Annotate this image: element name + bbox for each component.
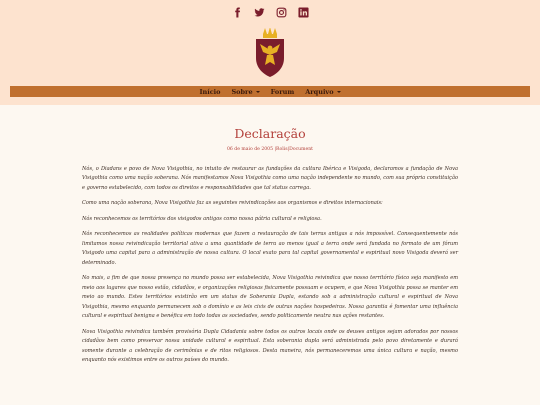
meta-separator: | — [287, 147, 290, 152]
author-link[interactable]: Rolis — [276, 147, 288, 152]
paragraph: Nós reconhecemos as realidades políticas modernas que fazem a restauração de tais terras antigas a nós impossível. Consequentemente nós limitamos nossa reivindicação territorial ativa a uma quantidade de terra ao menos igual a terra onde será fundada no formato de um fórum Visigodo uma capital para a administração de nossa cultura. O local exato para tal capital governamental e espiritual novo Visigoda deverá ser determinado. — [82, 231, 458, 266]
crest-logo[interactable] — [254, 28, 286, 78]
linkedin-icon[interactable] — [298, 7, 309, 18]
main-navbar — [10, 86, 530, 97]
meta-separator: | — [274, 147, 277, 152]
article-meta — [82, 147, 458, 153]
paragraph: No mais, a fim de que nossa presença no mundo possa ser estabelecida, Nova Visigothia reivindica que nosso território físico seja manifesto em meio aos lugares que nosso estão, cidadãos, e organizações religiosas fisicamente possuam e ocupem, e que Nova Visigothia possa se manter em meio ao mundo. Estes territórios existirão em um status de Soberania Dupla, estando sob a administração cultural e espiritual de Nova Visigothia, mesmo enquanto permanecem sob o domínio e as leis civis de outras nações hospedeiras. Nossa garantia é fomentar uma influência cultural e espiritual benigna e benéfica em todo todas as sociedades, sendo politicamente neutra nas ações restantes. — [82, 275, 458, 320]
nav-arquivo-label: Arquivo — [305, 87, 334, 96]
chevron-down-icon — [337, 91, 341, 93]
site-header — [0, 0, 540, 105]
article — [82, 120, 458, 372]
article-body — [82, 165, 458, 366]
page-title: Declaração — [234, 126, 306, 141]
article-date: 06 de maio de 2005 — [226, 147, 274, 152]
paragraph: Nós reconhecemos os territórios dos visigodos antigos como nossa pátria cultural e religiosa. — [82, 215, 322, 222]
nav-forum[interactable]: Forum — [270, 87, 295, 96]
instagram-icon[interactable] — [276, 7, 287, 18]
paragraph: Como uma nação soberana, Nova Visigothia faz as seguintes reivindicações aos organismos e direitos internacionais: — [82, 200, 383, 207]
twitter-icon[interactable] — [254, 7, 265, 18]
chevron-down-icon — [256, 91, 260, 93]
paragraph: Nós, o Diadans e povo de Nova Visigothia, no intuito de restaurar as fundações da cultura Ibérica e Visigoda, declaramos a fundação de Nova Visigothia como uma nação soberana. Nós manifestamos Nova Visigothia como uma nação independente no mundo, com sua própria constituição e governo estabelecido, com todos os direitos e responsabilidades que tal status carrega. — [82, 165, 458, 191]
facebook-icon[interactable] — [232, 7, 243, 18]
nav-arquivo-dropdown[interactable] — [305, 88, 340, 96]
paragraph: Nova Visigothia reivindica também provisória Dupla Cidadania sobre todos os outros locais onde os deuses antigos sejam adorados por nossos cidadãos bem como preservar nossa unidade cultural e espiritual. Esta soberania dupla será administrada pelo povo diretamente e durará somente durante a celebração de cerimônias e de ritos religiosos. Desta maneira, nós permaneceremos uma única cultura e nação, mesmo enquanto nós existimos entre os outros países do mundo. — [82, 328, 458, 364]
social-links — [0, 7, 540, 18]
category-link[interactable]: Document — [289, 147, 313, 152]
nav-inicio[interactable]: Início — [199, 87, 221, 96]
nav-sobre-dropdown[interactable] — [231, 88, 259, 96]
nav-sobre-label: Sobre — [231, 87, 253, 96]
